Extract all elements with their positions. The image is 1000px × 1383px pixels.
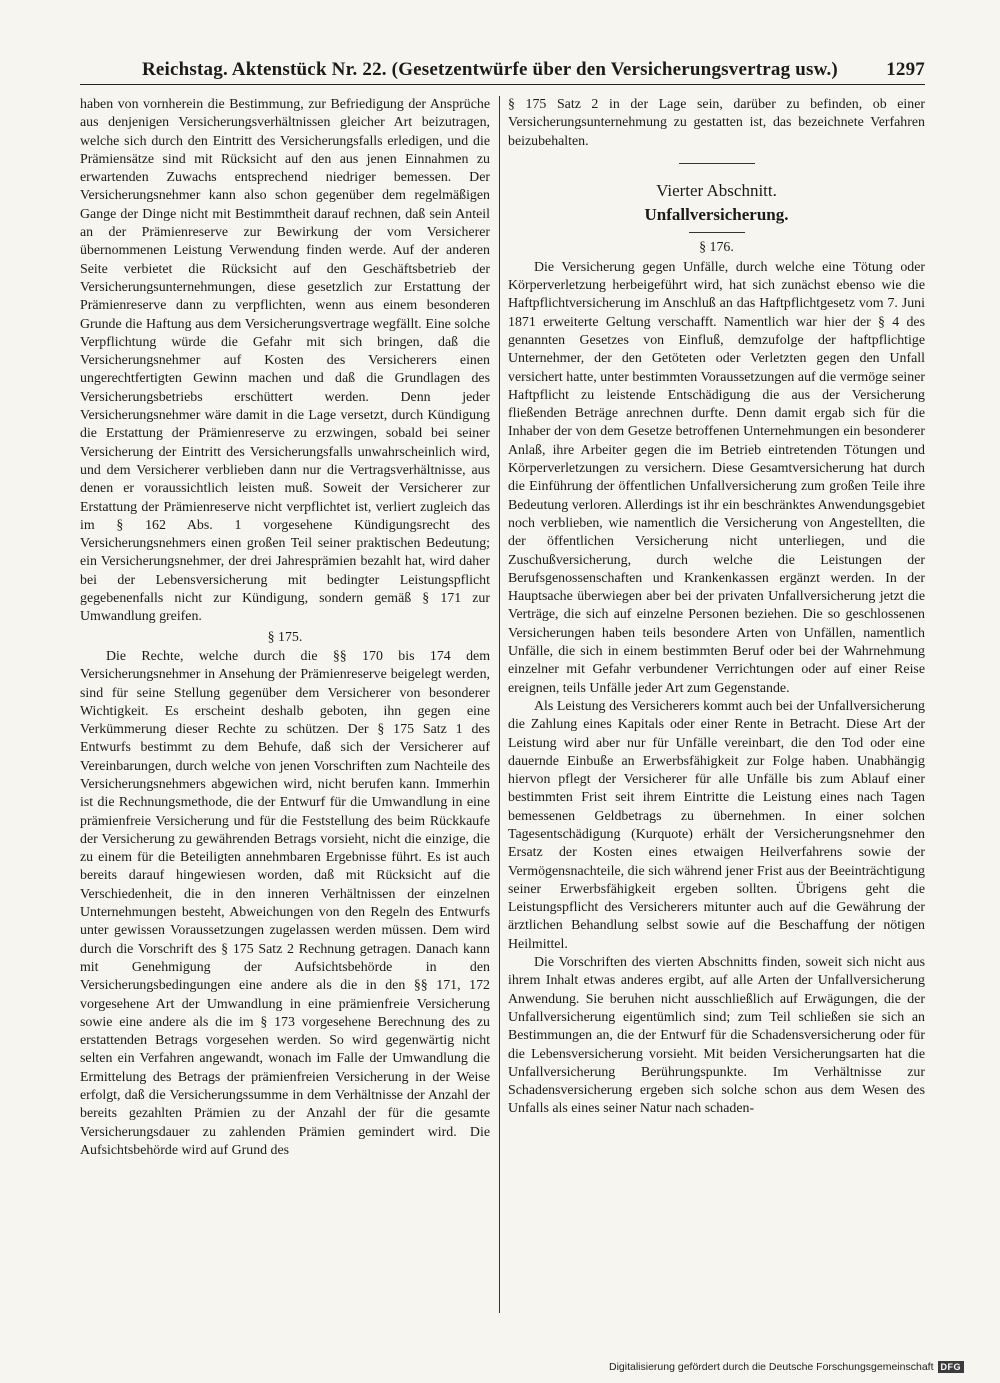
paragraph: § 175 Satz 2 in der Lage sein, darüber zu befinden, ob einer Versicherungsunternehmung zu gestatten ist, das bezeichnete Verfahren beizubehalten. (508, 97, 925, 149)
page-number: 1297 (886, 59, 925, 80)
section-heading-176: § 176. (699, 240, 734, 256)
section-heading-175: § 175. (267, 629, 303, 645)
section-rule (679, 163, 755, 164)
running-header (80, 54, 925, 85)
dfg-logo: DFG (938, 1361, 965, 1373)
paragraph: Als Leistung des Versicherers kommt auch bei der Unfallversicherung die Zahlung eines Kapitals oder einer Rente in Betracht. Diese Art der Leistung wird aber nur für Unfälle vereinbart, die den Tod oder eine dauernde Einbuße an Erwerbsfähigkeit zur Folge haben. Unabhängig hiervon pflegt der Versicherer für alle Unfälle bis zum Ablauf einer bestimmten Frist seit ihrem Eintritte die Leistung eines nach Tagen bemessenen Geldbetrags zu übernehmen. In einer solchen Tagesentschädigung (Kurquote) erhält der Versicherungsnehmer den Ersatz der Kosten eines etwaigen Heilverfahrens sowie der Vermögensnachteile, die sich während jener Frist aus der Beeinträchtigung seiner Erwerbsfähigkeit ergeben sollten. Übrigens geht die Leistungspflicht des Versicherers mitunter auch auf die Gewährung der ärztlichen Behandlung selbst sowie auf die Beschaffung der nötigen Heilmittel. (508, 698, 925, 952)
right-column (508, 96, 925, 1317)
footer-credit: Digitalisierung gefördert durch die Deutsche Forschungsgemeinschaft (608, 1361, 934, 1373)
paragraph: Die Rechte, welche durch die §§ 170 bis 174 dem Versicherungsnehmer in Ansehung der Prämienreserve beigelegt werden, sind für seine Stellung gegenüber dem Versicherer von besonderer Wichtigkeit. Es erscheint deshalb geboten, ihn gegen eine Verkümmerung dieser Rechte zu schützen. Der § 175 Satz 1 des Entwurfs bestimmt zu dem Behufe, daß sich der Versicherer auf Vereinbarungen, durch welche von jenen Vorschriften zum Nachteile des Versicherungsnehmers abgewichen wird, nicht berufen kann. Immerhin ist die Rechnungsmethode, die der Entwurf für die Umwandlung in eine prämienfreie Versicherung und für die Feststellung des beim Rückkaufe der Versicherung zu gewährenden Betrags vorsieht, nicht die einzige, die zu einem für die Beteiligten annehmbaren Ergebnisse führt. Es ist auch bereits darauf hingewiesen worden, daß mit Rücksicht auf die Verschiedenheit, die in den inneren Verhältnissen der einzelnen Unternehmungen besteht, Abweichungen von den Regeln des Entwurfs unter gewissen Voraussetzungen zugelassen werden müssen. Dem wird durch die Vorschrift des § 175 Satz 2 Rechnung getragen. Danach kann mit Genehmigung der Aufsichtsbehörde in den Versicherungsbedingungen eine andere als die in den §§ 171, 172 vorgesehene Art der Umwandlung in eine prämienfreie Versicherung sowie eine andere als die im § 173 vorgesehene Berechnung des zu erstattenden Betrags vorgesehen werden. So wird gegenwärtig nicht selten ein Verfahren angewandt, wonach im Falle der Umwandlung die Ermittelung des Betrags der prämienfreien Versicherung in der Weise erfolgt, daß die Versicherungssumme in dem Verhältnisse der Anzahl der bereits gezahlten Prämien zu der Anzahl der für die gesamte Versicherungsdauer zu zahlenden Prämien gemindert wird. Die Aufsichtsbehörde wird auf Grund des (80, 648, 490, 1158)
chapter-heading: Vierter Abschnitt. (656, 180, 777, 200)
running-title: Reichstag. Aktenstück Nr. 22. (Gesetzentwürfe über den Versicherungsvertrag usw.) (142, 59, 838, 80)
paragraph: Die Vorschriften des vierten Abschnitts finden, soweit sich nicht aus ihrem Inhalt etwas anderes ergibt, auf alle Arten der Unfallversicherung Anwendung. Sie beruhen nicht ausschließlich auf Erwägungen, die der Unfallversicherung eigentümlich sind; zum Teil schließen sie sich an Bestimmungen an, die der Entwurf für die Schadensversicherung oder für die Lebensversicherung vorsieht. Mit beiden Versicherungsarten hat die Unfallversicherung Berührungspunkte. Im Verhältnisse zur Schadensversicherung ergeben sich solche schon aus dem Wesen des Unfalls als eines seiner Natur nach schaden- (508, 955, 925, 1117)
digitization-footer (609, 1361, 964, 1373)
title-rule (689, 232, 745, 233)
chapter-title: Unfallversicherung. (644, 205, 789, 225)
paragraph: haben von vornherein die Bestimmung, zur Befriedigung der Ansprüche aus denjenigen Versicherungsverhältnissen gleicher Art beizutragen, welche sich durch den Eintritt des Versicherungsfalls erledigen, und die Prämiensätze sind mit Rücksicht auf den aus jenen Einnahmen zu erwartenden Zuwachs entsprechend niedriger bemessen. Der Versicherungsnehmer kann also schon gegenüber dem regelmäßigen Gange der Dinge nicht mit Bestimmtheit darauf rechnen, daß sein Anteil an der Prämienreserve zur Bewirkung der vom Versicherer übernommenen Leistung Verwendung finden werde. Auf der anderen Seite verbietet die Rücksicht auf den Geschäftsbetrieb der Versicherungsunternehmungen, diese gesetzlich zur Erstattung der Prämienreserve dann zu verpflichten, wenn aus einem besonderen Grunde die Haftung aus dem Versicherungsvertrage wegfällt. Eine solche Verpflichtung würde die Gefahr mit sich bringen, daß die Versicherungsnehmer auf Kosten des Versicherers einen ungerechtfertigten Gewinn machen und daß die Grundlagen des Versicherungsbetriebs erschüttert werden. Denn jeder Versicherungsnehmer wäre damit in die Lage versetzt, durch Kündigung die Erstattung der Prämienreserve zu erzwingen, sobald bei seiner Versicherung der Eintritt des Versicherungsfalls unwahrscheinlich wird, und dem Versicherer verblieben dann nur die Vertragsverhältnisse, aus denen er voraussichtlich leisten muß. Soweit der Versicherer zur Erstattung der Prämienreserve nicht verpflichtet ist, verliert zugleich das im § 162 Abs. 1 vorgesehene Kündigungsrecht des Versicherungsnehmers einen großen Teil seiner praktischen Bedeutung; ein Versicherungsnehmer, der drei Jahresprämien bezahlt hat, wird daher bei der Lebensversicherung mit bedingter Leistungspflicht gegebenenfalls nicht zur Kündigung, sondern gemäß § 171 zur Umwandlung greifen. (80, 97, 490, 625)
left-column (80, 96, 490, 1317)
paragraph: Die Versicherung gegen Unfälle, durch welche eine Tötung oder Körperverletzung herbeigeführt wird, hat sich zunächst ebenso wie die Haftpflichtversicherung im Anschluß an das Haftpflichtgesetz vom 7. Juni 1871 erweiterte Geltung verschafft. Namentlich war hier der § 4 des genannten Gesetzes von Einfluß, demzufolge der haftpflichtige Unternehmer, der den Getöteten oder Verletzten gegen den Unfall versichert hatte, unter bestimmten Voraussetzungen auf die vermöge seiner Haftpflicht zu leistende Entschädigung die aus der Versicherung fließenden Beträge anrechnen durfte. Denn damit ergab sich für die Inhaber der von dem Gesetze betroffenen Unternehmungen ein besonderer Anlaß, ihre Arbeiter gegen die im Betrieb eintretenden Tötungen und Körperverletzungen zu versichern. Diese Gesamtversicherung hat durch die Einführung der öffentlichen Unfallversicherung zum großen Teile ihre Bedeutung verloren. Allerdings ist ihr ein beschränktes Anwendungsgebiet noch verblieben, wie namentlich die Versicherung von Angestellten, die der öffentlichen Versicherung nicht unterliegen, und die Zuschußversicherung, durch welche die Leistungen der Berufsgenossenschaften und Krankenkassen ergänzt werden. In der Hauptsache überwiegen aber bei der privaten Unfallversicherung jetzt die Verträge, die sich auf einzelne Personen beziehen. Die so geschlossenen Versicherungen haben teils besondere Arten von Unfällen, namentlich Unfälle, die sich in einem bestimmten Beruf oder bei der Wahrnehmung einzelner mit Gefahr verbundener Verrichtungen oder auf einer Reise ereignen, teils Unfälle jeder Art zum Gegenstande. (508, 259, 925, 696)
column-divider (499, 96, 500, 1313)
